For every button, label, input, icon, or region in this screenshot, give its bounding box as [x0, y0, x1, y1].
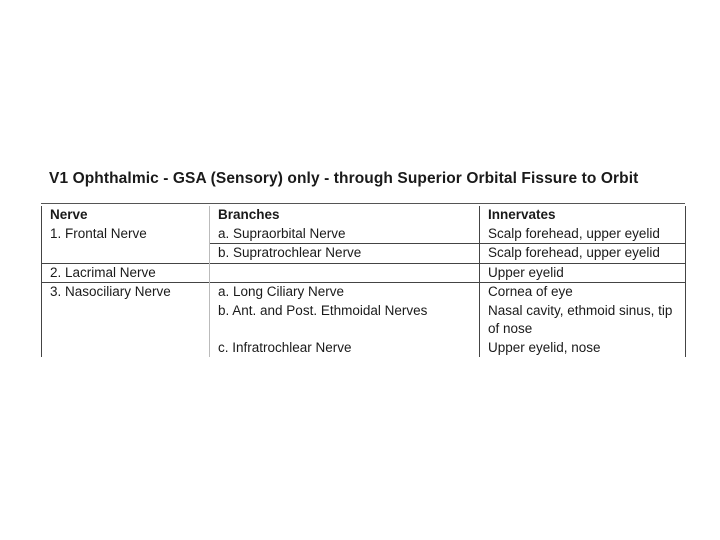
cell-innervates: Scalp forehead, upper eyelid: [480, 244, 686, 264]
table-row: [42, 302, 686, 339]
cell-nerve: [42, 302, 210, 339]
cell-branch: c. Infratrochlear Nerve: [210, 339, 480, 358]
cell-nerve: 2. Lacrimal Nerve: [42, 263, 210, 283]
cell-innervates: Upper eyelid, nose: [480, 339, 686, 358]
cell-innervates: Upper eyelid: [480, 263, 686, 283]
cell-branch: b. Supratrochlear Nerve: [210, 244, 480, 264]
cell-nerve: [42, 244, 210, 264]
table-row: [42, 283, 686, 302]
cell-branch: [210, 263, 480, 283]
table-row: [42, 244, 686, 264]
header-nerve: Nerve: [42, 206, 210, 225]
cell-branch: a. Supraorbital Nerve: [210, 225, 480, 244]
header-branches: Branches: [210, 206, 480, 225]
cell-innervates: Nasal cavity, ethmoid sinus, tip of nose: [480, 302, 686, 339]
title-divider: [41, 203, 685, 204]
cell-branch: a. Long Ciliary Nerve: [210, 283, 480, 302]
cell-innervates: Scalp forehead, upper eyelid: [480, 225, 686, 244]
cell-nerve: [42, 339, 210, 358]
table-row: [42, 339, 686, 358]
page-title: V1 Ophthalmic - GSA (Sensory) only - through Superior Orbital Fissure to Orbit: [49, 170, 639, 187]
header-innervates: Innervates: [480, 206, 686, 225]
cell-innervates: Cornea of eye: [480, 283, 686, 302]
cell-nerve: 1. Frontal Nerve: [42, 225, 210, 244]
table-row: [42, 263, 686, 283]
cell-branch: b. Ant. and Post. Ethmoidal Nerves: [210, 302, 480, 339]
table-row: [42, 225, 686, 244]
table-header-row: [42, 206, 686, 225]
cell-nerve: 3. Nasociliary Nerve: [42, 283, 210, 302]
nerve-table: [41, 206, 686, 357]
